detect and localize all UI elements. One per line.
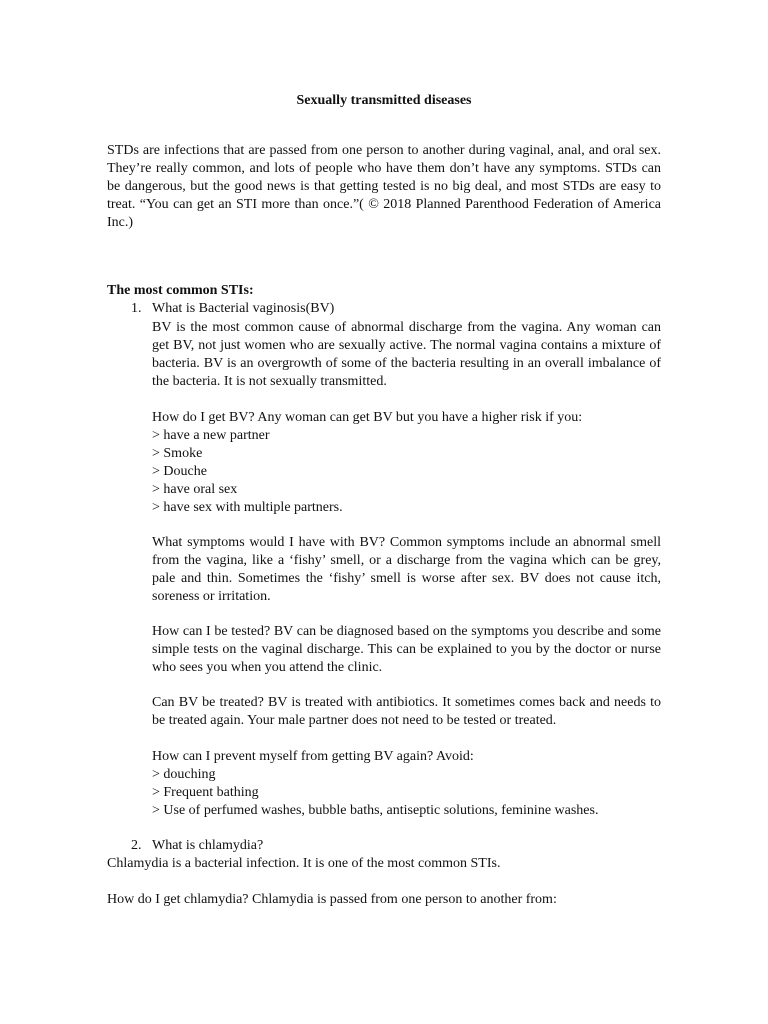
bv-risk-intro: How do I get BV? Any woman can get BV but you have a higher risk if you: — [152, 410, 583, 425]
bv-risk-list — [152, 427, 661, 517]
bv-description: BV is the most common cause of abnormal discharge from the vagina. Any woman can get BV, not just women who are sexually active. The normal vagina contains a mixture of bacteria. BV is an overgrowth of some of the bacteria resulting in an overall imbalance of the bacteria. It is not sexually transmitted. — [152, 320, 661, 389]
chlamydia-description: Chlamydia is a bacterial infection. It is one of the most common STIs. — [107, 856, 501, 871]
chlamydia-title: What is chlamydia? — [152, 838, 264, 853]
bv-prevention-intro: How can I prevent myself from getting BV again? Avoid: — [152, 749, 474, 764]
section-heading: The most common STIs: — [107, 283, 254, 298]
list-item: > have oral sex — [152, 482, 238, 497]
list-item: > have a new partner — [152, 428, 270, 443]
list-number-2: 2. — [131, 838, 142, 853]
list-item: > douching — [152, 767, 216, 782]
bv-treatment: Can BV be treated? BV is treated with antibiotics. It sometimes comes back and needs to be treated again. Your male partner does not need to be tested or treated. — [152, 695, 661, 728]
document-title: Sexually transmitted diseases — [296, 93, 472, 108]
list-item: > Smoke — [152, 446, 203, 461]
intro-paragraph: STDs are infections that are passed from one person to another during vaginal, anal, and oral sex. They’re really common, and lots of people who have them don’t have any symptoms. STDs can be dangerous, but the good news is that getting tested is no big deal, and most STDs are easy to treat. “You can get an STI more than once.”( © 2018 Planned Parenthood Federation of America Inc.) — [107, 143, 661, 230]
list-item: > Douche — [152, 464, 207, 479]
list-item: > have sex with multiple partners. — [152, 500, 343, 515]
bv-testing: How can I be tested? BV can be diagnosed based on the symptoms you describe and some simple tests on the vaginal discharge. This can be explained to you by the doctor or nurse who sees you when you attend the clinic. — [152, 624, 661, 675]
list-item: > Frequent bathing — [152, 785, 259, 800]
bv-prevention-list — [152, 766, 661, 820]
bv-title: What is Bacterial vaginosis(BV) — [152, 301, 335, 316]
list-number-1: 1. — [131, 301, 142, 316]
bv-symptoms: What symptoms would I have with BV? Common symptoms include an abnormal smell from the vagina, like a ‘fishy’ smell, or a discharge from the vagina which can be grey, pale and thin. Sometimes the ‘fishy’ smell is worse after sex. BV does not cause itch, soreness or irritation. — [152, 535, 661, 604]
list-item: > Use of perfumed washes, bubble baths, antiseptic solutions, feminine washes. — [152, 803, 599, 818]
chlamydia-transmission: How do I get chlamydia? Chlamydia is passed from one person to another from: — [107, 892, 557, 907]
